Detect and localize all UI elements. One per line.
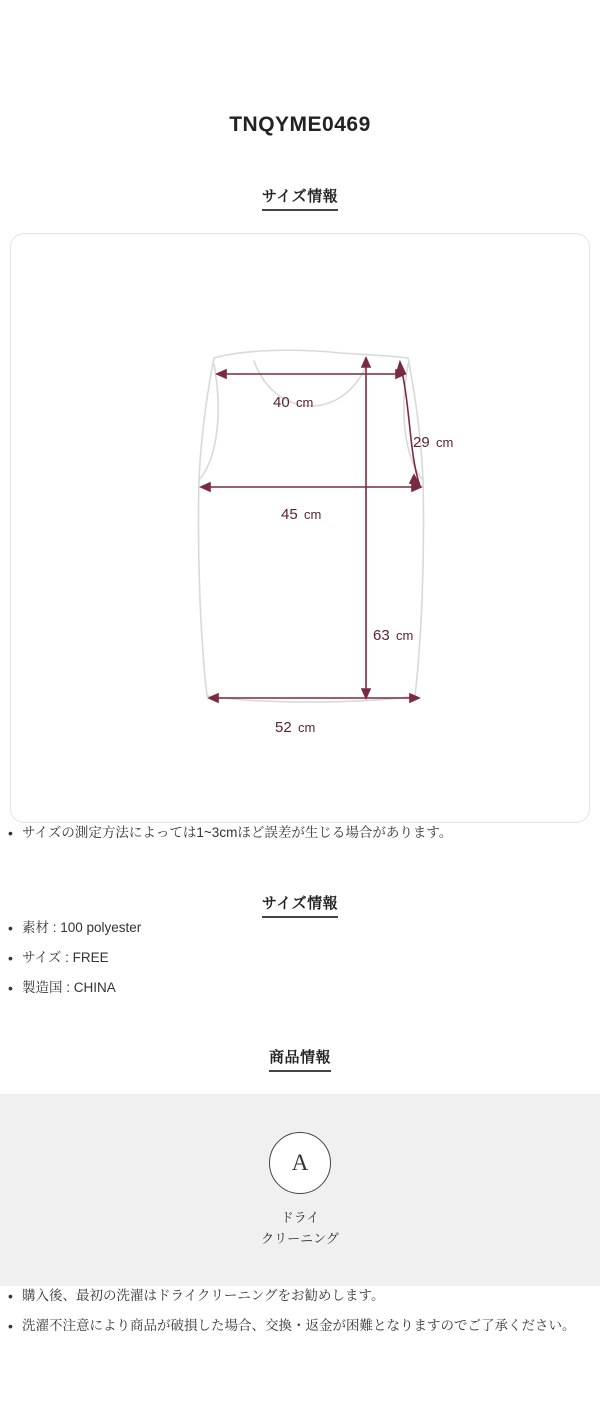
dry-clean-icon: A — [269, 1132, 331, 1194]
size-info-heading-wrap — [0, 185, 600, 211]
list-item: • 製造国 : CHINA — [0, 978, 600, 998]
care-instruction-panel — [0, 1094, 600, 1286]
dim-length-value: 63 — [373, 627, 390, 645]
dim-chest-value: 45 — [281, 506, 298, 524]
care-notes-list — [0, 1286, 600, 1337]
garment-size-diagram — [11, 234, 590, 823]
measurement-labels — [273, 394, 453, 736]
product-info-heading: 商品情報 — [269, 1046, 331, 1072]
size-diagram-card — [10, 233, 590, 823]
list-item: • サイズの測定方法によっては1~3cmほど誤差が生じる場合があります。 — [0, 823, 600, 843]
dim-hem-value: 52 — [275, 719, 292, 737]
dim-chest-unit: cm — [304, 507, 322, 523]
list-item: • 購入後、最初の洗濯はドライクリーニングをお勧めします。 — [0, 1286, 600, 1306]
list-item: • 素材 : 100 polyester — [0, 918, 600, 938]
dim-length-unit: cm — [396, 628, 414, 644]
spec-heading-wrap — [0, 892, 600, 918]
size-info-heading: サイズ情報 — [262, 185, 338, 211]
care-label — [0, 1208, 600, 1250]
care-label-line1: ドライ — [280, 1210, 320, 1226]
list-item: • サイズ : FREE — [0, 948, 600, 968]
care-label-line2: クリーニング — [261, 1231, 339, 1247]
dim-shoulder-value: 40 — [273, 394, 290, 412]
product-detail-page — [0, 14, 600, 1336]
product-info-heading-wrap — [0, 1046, 600, 1072]
dim-armhole-value: 29 — [413, 434, 430, 452]
measurement-notes-list — [0, 823, 600, 843]
spec-heading: サイズ情報 — [262, 892, 338, 918]
dim-armhole-unit: cm — [436, 435, 454, 451]
spec-list — [0, 918, 600, 999]
list-item: • 洗濯不注意により商品が破損した場合、交換・返金が困難となりますのでご了承ください。 — [0, 1316, 600, 1336]
dim-hem-unit: cm — [298, 720, 316, 736]
page-title: TNQYME0469 — [229, 113, 371, 137]
dim-shoulder-unit: cm — [296, 395, 314, 411]
